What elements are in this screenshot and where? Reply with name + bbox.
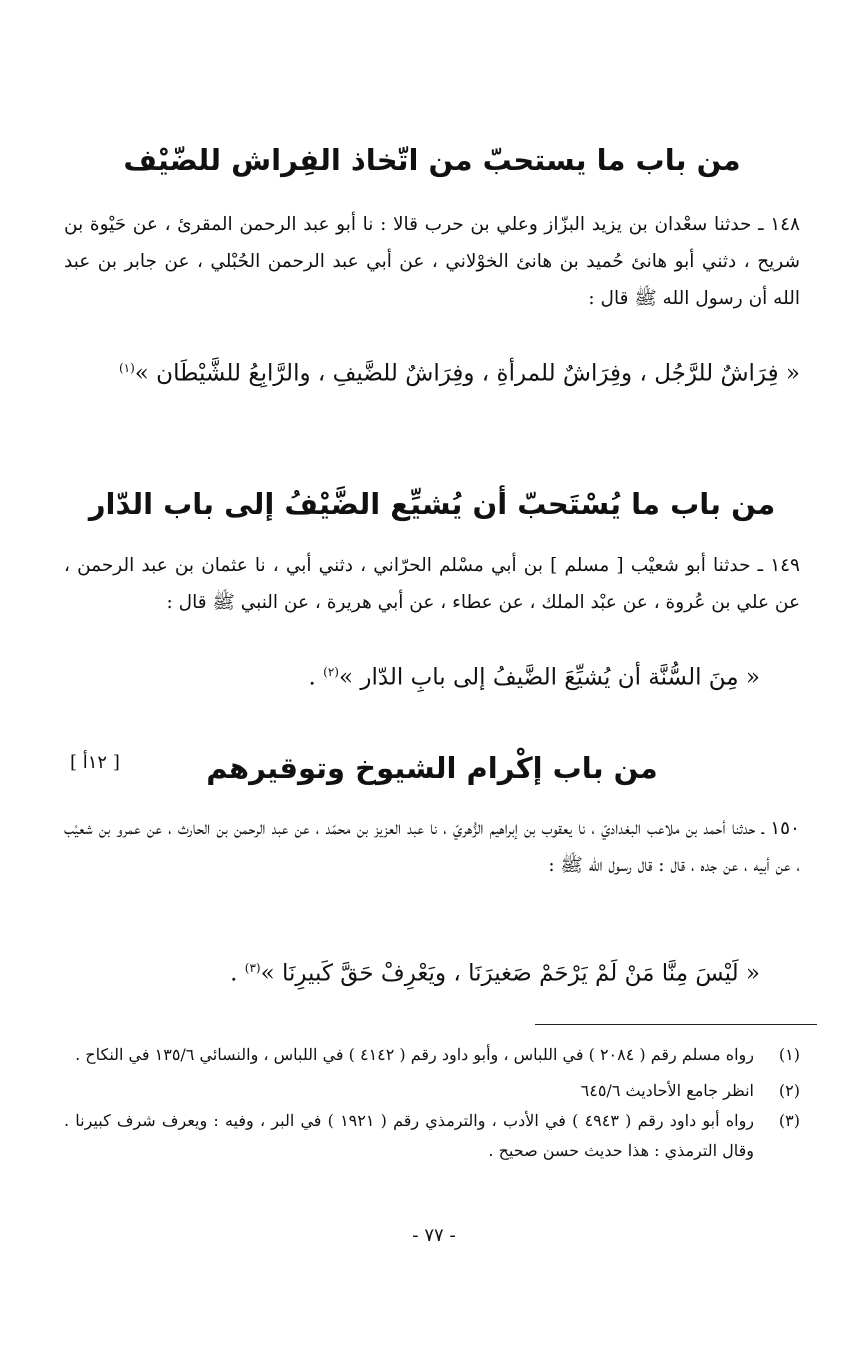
footnote-text: رواه مسلم رقم ( ٢٠٨٤ ) في اللباس ، وأبو داود رقم ( ٤١٤٢ ) في اللباس ، والنسائي ١٣٥/٦ في النكاح .: [75, 1045, 754, 1064]
hadith-text: [64, 946, 800, 996]
section-150-body: [64, 810, 800, 884]
section-149: [64, 484, 800, 524]
section-150-hadith: [64, 946, 800, 996]
hadith-text: [64, 650, 800, 700]
footnote-mark: (٢): [323, 665, 339, 679]
folio-marker: [ ١٢أ ]: [70, 752, 120, 773]
section-148-body: [64, 206, 800, 317]
footnotes: [64, 1040, 800, 1166]
hadith-text: [64, 346, 800, 396]
footnote-text: انظر جامع الأحاديث ٦٤٥/٦: [580, 1081, 754, 1100]
page-number: - ٧٧ -: [412, 1225, 456, 1246]
hadith-matn: « فِرَاشٌ للرَّجُل ، وفِرَاشٌ للمرأةِ ، وفِرَاشٌ للضَّيفِ ، والرَّابِعُ للشَّيْطَان »: [134, 360, 800, 387]
hadith-matn: « لَيْسَ مِنَّا مَنْ لَمْ يَرْحَمْ صَغيرَنَا ، ويَعْرِفْ حَقَّ كَبيرِنَا »: [260, 960, 760, 987]
section-heading: من باب إكْرام الشيوخ وتوقيرهم: [206, 751, 658, 785]
footnote-mark: (١): [118, 361, 135, 375]
footnote-3: [64, 1106, 800, 1166]
hadith-matn: « مِنَ السُّنَّة أن يُشيِّعَ الضَّيفُ إلى بابِ الدّار »: [338, 664, 760, 691]
isnad-paragraph: ١٤٩ ـ حدثنا أبو شعيْب [ مسلم ] بن أبي مسْلم الحرّاني ، دثني أبي ، نا عثمان بن عبد الرحمن ، عن علي بن عُروة ، عن عبْد الملك ، عن عطاء ، عن أبي هريرة ، عن النبي ﷺ قال :: [64, 555, 800, 613]
footnote-1: [64, 1040, 800, 1070]
footnote-number: (٣): [778, 1111, 800, 1130]
footnote-text: رواه أبو داود رقم ( ٤٩٤٣ ) في الأدب ، والترمذي رقم ( ١٩٢١ ) في البر ، وفيه : ويعرف شرف كبيرنا . وقال الترمذي : هذا حديث حسن صحيح .: [64, 1111, 755, 1160]
isnad-paragraph: ١٥٠ ـ حدثنا أحمد بن ملاعب البغداديّ ، نا يعقوب بن إبراهيم الزُّهريّ ، نا عبد العزيز بن محمّد ، عن عبد الرحمن بن الحارث ، عن عمرو بن شعيْب ، عن أبيه ، عن جده ، قال : قال رسول الله ﷺ :: [64, 818, 800, 876]
section-148: [64, 140, 800, 180]
isnad-paragraph: ١٤٨ ـ حدثنا سعْدان بن يزيد البزّاز وعلي بن حرب قالا : نا أبو عبد الرحمن المقرئ ، عن حَيْوة بن شريح ، دثني أبو هانئ حُميد بن هانئ الخوْلاني ، عن أبي عبد الرحمن الحُبْلي ، عن جابر بن عبد الله أن رسول الله ﷺ قال :: [64, 214, 800, 309]
section-150: [64, 748, 800, 788]
section-heading: من باب ما يُسْتَحبّ أن يُشيِّع الضَّيْفُ إلى باب الدّار: [88, 487, 776, 521]
section-148-hadith: [64, 346, 800, 396]
footnote-divider: [535, 1024, 817, 1025]
section-149-hadith: [64, 650, 800, 700]
hadith-tail: .: [308, 664, 324, 691]
section-149-body: [64, 547, 800, 621]
footnote-2: [64, 1076, 800, 1106]
footnote-mark: (٣): [244, 961, 261, 975]
section-heading: من باب ما يستحبّ من اتّخاذ الفِراش للضّيْف: [123, 143, 741, 177]
hadith-tail: .: [230, 960, 245, 987]
footnote-number: (١): [778, 1045, 800, 1064]
footnote-number: (٢): [778, 1081, 800, 1100]
